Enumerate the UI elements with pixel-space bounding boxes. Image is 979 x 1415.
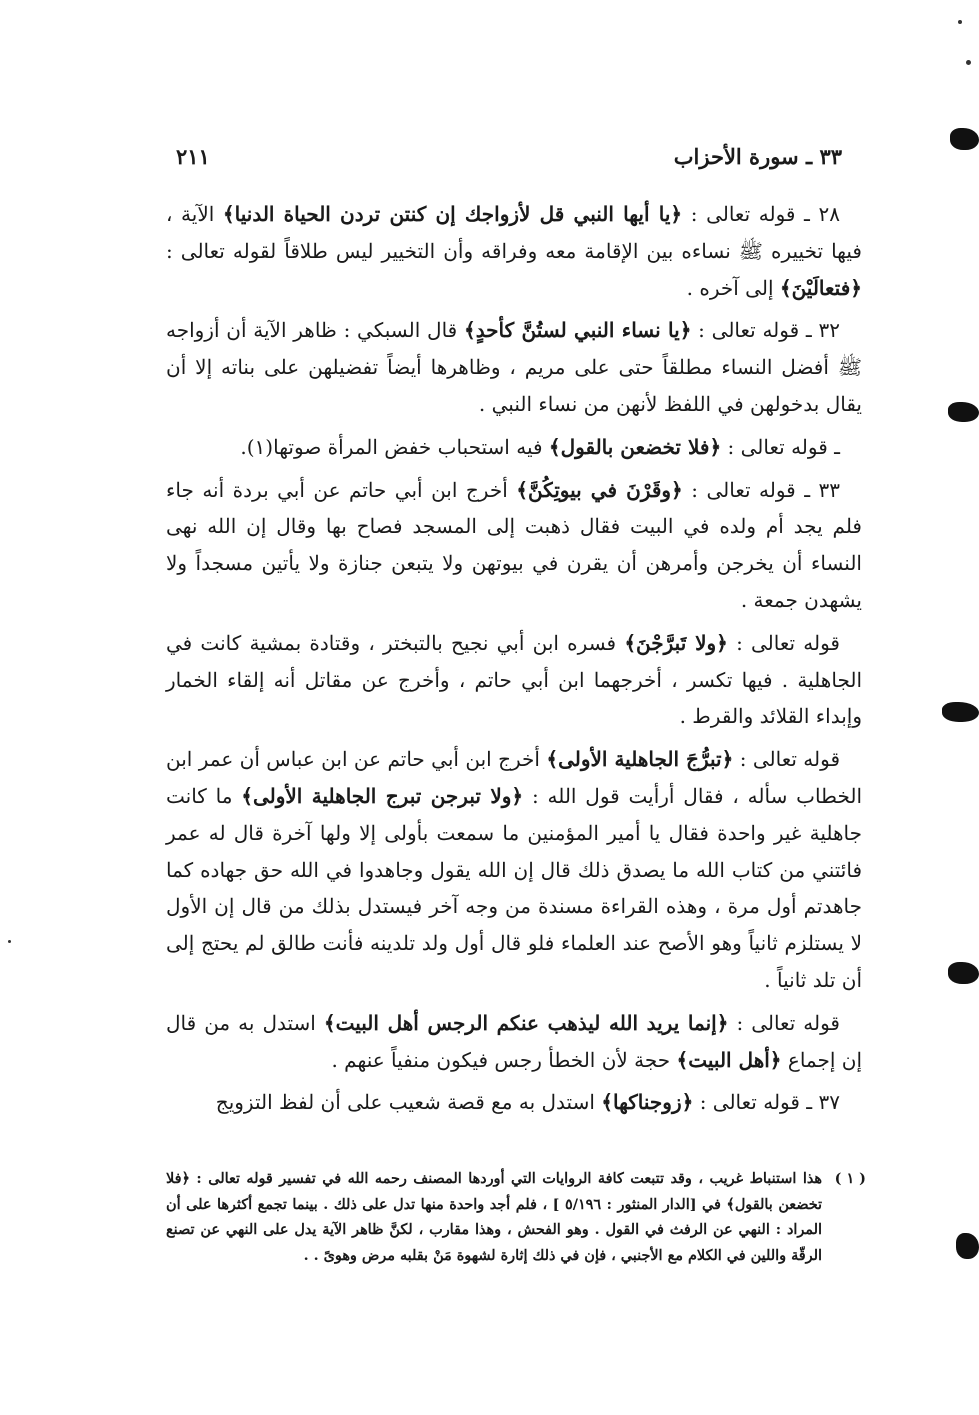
scan-edge-mark [948,402,979,422]
text-run: قال السبكي : ظاهر الآية أن أزواجه ﷺ أفضل النساء مطلقاً حتى على مريم ، وظاهرها أيضاً تفضيلهن على بناته إلا أن يقال بدخولهن في اللفظ لأنهن من نساء النبي . [166,318,862,416]
text-run: حجة لأن الخطأ رجس فيكون منفياً عنهم . [331,1047,677,1072]
quran-quote: ﴿يا نساء النبي لستُنَّ كأحدٍ﴾ [463,318,692,343]
quran-quote: ﴿فتعالَيْنَ﴾ [779,275,862,300]
text-run: فيه استحباب خفض المرأة صوتها [273,434,549,459]
paragraph [166,312,862,422]
footnote-ref: (١). [240,434,274,459]
text-run: الآية ، فيها تخييره ﷺ نساءه بين الإقامة معه وفراقه وأن التخيير ليس طلاقاً لقوله تعالى : [166,202,862,263]
text-run: ـ قوله تعالى : [721,434,840,459]
chapter-title: ٣٣ ـ سورة الأحزاب [673,144,842,169]
text-run: استدل به من قال إن إجماع [166,1010,862,1072]
quran-quote: ﴿زوجناكها﴾ [601,1090,694,1115]
page-body [166,196,862,1127]
scan-edge-mark [956,1233,979,1259]
scan-edge-speck [8,940,11,943]
text-run: أخرج ابن أبي حاتم عن أبي بردة أنه جاء فلم يجد أم ولده في البيت فقال ذهبت إلى المسجد فصاح بها وقال إن الله نهى النساء أن يخرجن وأمرهن أن يقرن في بيوتهن ولا يتبعن جنازة ولا يأتين مسجداً ولا يشهدن جمعة . [166,477,862,612]
scan-edge-mark [950,128,979,150]
quran-quote: ﴿ولا تبرجن تبرج الجاهلية الأولى﴾ [241,783,524,808]
text-run: قوله تعالى : [733,747,841,772]
paragraph [166,429,862,466]
paragraph [166,625,862,735]
scan-edge-mark [948,962,979,984]
page-number: ٢١١ [176,144,210,169]
quran-quote: ﴿فلا تخضعن بالقول﴾ [548,434,722,459]
footnote-text: هذا استنباط غريب ، وقد تتبعت كافة الروايات التي أوردها المصنف رحمه الله في تفسير قوله تعالى : ﴿فلا تخضعن بالقول﴾ في [الدار المنثور : ٥/١٩٦ ] ، فلم أجد واحدة منها تدل على ذلك . بينما تجمع أكثرها على أن المراد : النهي عن الرفث في القول . وهو الفحش ، وهذا مقارب ، لكنَّ ظاهر الآية يدل على النهي عن تصنع الرقّة واللين في الكلام مع الأجنبي ، فإن في ذلك إثارة لشهوة مَنْ بقلبه مرض وهوىً . . [166,1170,822,1264]
quran-quote: ﴿إنما يريد الله ليذهب عنكم الرجس أهل البيت﴾ [323,1010,729,1035]
text-run: إلى آخره . [686,275,780,300]
quran-quote: ﴿ولا تَبرَّجْنَ﴾ [624,630,728,655]
text-run: ٢٨ ـ قوله تعالى : [682,202,840,226]
text-run: قوله تعالى : [728,1010,840,1035]
scan-edge-speck [958,20,962,24]
page-header [176,144,842,180]
paragraph [166,1005,862,1079]
paragraph [166,472,862,619]
quran-quote: ﴿أهل البيت﴾ [676,1047,782,1072]
scan-edge-speck [966,60,971,65]
quran-quote: ﴿تبرُّجَ الجاهلية الأولى﴾ [546,747,734,772]
text-run: ٣٧ ـ قوله تعالى : [693,1090,840,1115]
scan-edge-mark [942,702,979,722]
footnote-number: ( ١ ) [834,1170,866,1187]
text-run: فسره ابن أبي نجيح بالتبختر ، وقتادة بمشية كانت في الجاهلية . فيها تكسر ، أخرجهما ابن أبي حاتم ، وأخرج عن مقاتل أنه إلقاء الخمار وإبداء القلائد والقرط . [166,630,862,729]
paragraph [166,1084,862,1121]
text-run: ما كانت جاهلية غير واحدة فقال يا أمير المؤمنين ما سمعت بأولى إلا ولها آخرة قال له عمر فائتني من كتاب الله ما يصدق ذلك قال إن الله يقول وجاهدوا في الله حق جهاده كما جاهدتم أول مرة ، وهذه القراءة مسندة من وجه آخر فيستدل بذلك من قال إن الأول لا يستلزم ثانياً وهو الأصح عند العلماء فلو قال أول ولد تلدينه فأنت طالق لم يحتج إلى أن تلد ثانياً . [166,783,862,992]
text-run: قوله تعالى : [727,630,840,655]
text-run: ٣٣ ـ قوله تعالى : [682,477,841,502]
footnote [166,1166,866,1268]
paragraph [166,196,862,306]
text-run: ٣٢ ـ قوله تعالى : [691,318,840,343]
quran-quote: ﴿يا أيها النبي قل لأزواجك إن كنتن تردن الحياة الدنيا﴾ [222,202,683,226]
quran-quote: ﴿وقَرْنَ في بيوتِكُنَّ﴾ [516,477,683,502]
text-run: استدل به مع قصة شعيب على أن لفظ التزويج [215,1090,602,1115]
text-run: أخرج ابن أبي حاتم عن ابن عباس أن عمر ابن الخطاب سأله ، فقال أرأيت قول الله : [166,747,863,808]
paragraph [166,741,862,999]
